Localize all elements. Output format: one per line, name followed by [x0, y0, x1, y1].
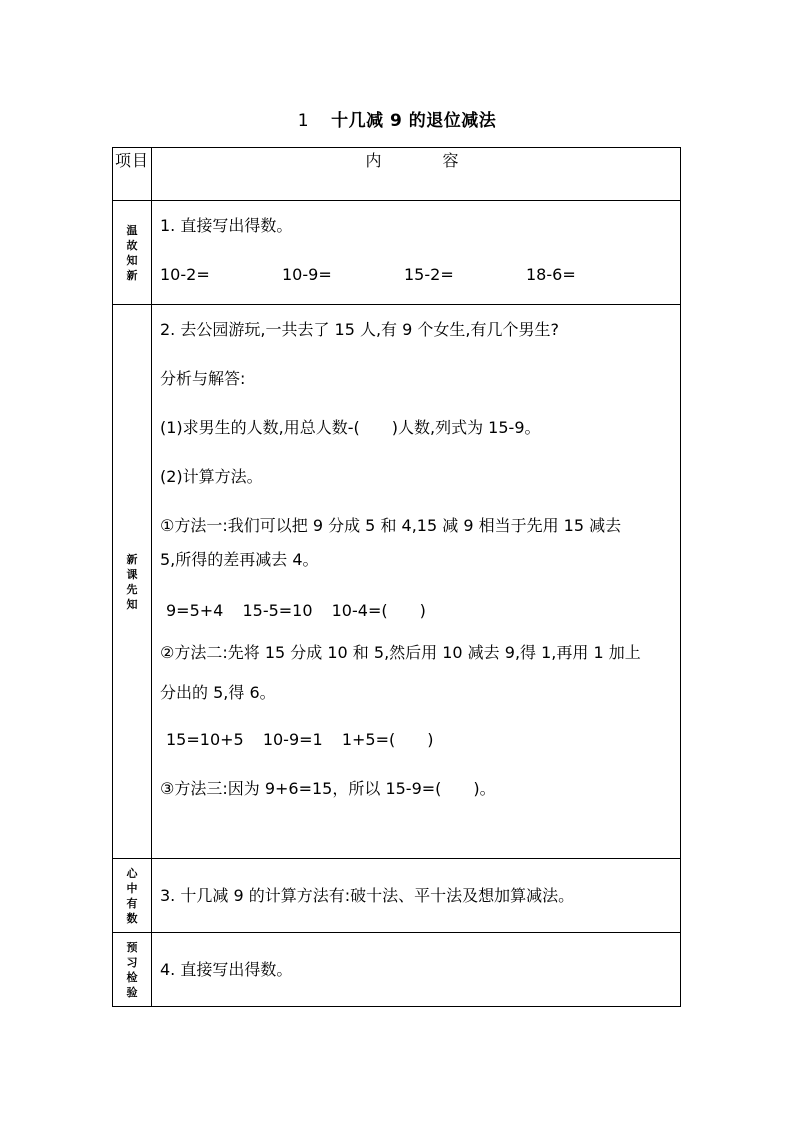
method-2-line-2: 分出的 5,得 6。	[160, 683, 276, 702]
analysis-heading: 分析与解答:	[160, 369, 246, 388]
title-number: 1	[297, 111, 310, 131]
equation: 9=5+4	[166, 601, 224, 620]
label-char: 知	[126, 597, 138, 611]
section-label-wengu	[113, 201, 152, 305]
section-label-yuxi	[113, 933, 152, 1007]
section-content-xinke	[152, 305, 681, 859]
method-1-line-1: ①方法一:我们可以把 9 分成 5 和 4,15 减 9 相当于先用 15 减去	[160, 516, 622, 535]
label-char: 数	[126, 911, 138, 925]
equation: 10-4=( )	[331, 601, 426, 620]
page-title	[0, 106, 794, 131]
method-2-line-1: ②方法二:先将 15 分成 10 和 5,然后用 10 减去 9,得 1,再用 1 加上	[160, 643, 641, 662]
equation: 10-9=1	[262, 730, 323, 749]
question-1: 1. 直接写出得数。	[160, 216, 293, 235]
label-char: 新	[126, 268, 138, 282]
section-yuxi	[113, 933, 681, 1007]
calc-item: 10-9=	[282, 265, 332, 284]
calc-item: 15-2=	[404, 265, 454, 284]
label-char: 检	[126, 970, 138, 984]
label-char: 新	[126, 552, 138, 566]
section-content-xinzhong	[152, 859, 681, 933]
calc-item: 18-6=	[526, 265, 576, 284]
header-row	[113, 148, 681, 201]
section-content-yuxi	[152, 933, 681, 1007]
equation: 15=10+5	[166, 730, 244, 749]
equation: 15-5=10	[242, 601, 313, 620]
analysis-part-2: (2)计算方法。	[160, 467, 263, 486]
label-char: 验	[126, 985, 138, 999]
calc-row	[160, 250, 680, 299]
section-content-wengu	[152, 201, 681, 305]
equation: 1+5=( )	[341, 730, 434, 749]
header-item-label: 项目	[113, 148, 152, 201]
method-2-equations	[160, 715, 680, 764]
label-char: 课	[126, 567, 138, 581]
label-char: 故	[126, 238, 138, 252]
label-char: 先	[126, 582, 138, 596]
section-label-xinke	[113, 305, 152, 859]
label-char: 知	[126, 253, 138, 267]
section-wengu	[113, 201, 681, 305]
question-2: 2. 去公园游玩,一共去了 15 人,有 9 个女生,有几个男生?	[160, 320, 559, 339]
question-3: 3. 十几减 9 的计算方法有:破十法、平十法及想加算减法。	[160, 886, 575, 905]
label-char: 习	[126, 955, 138, 969]
section-xinzhong	[113, 859, 681, 933]
label-char: 温	[126, 223, 138, 237]
label-char: 中	[126, 881, 138, 895]
analysis-part-1: (1)求男生的人数,用总人数-( )人数,列式为 15-9。	[160, 418, 541, 437]
label-char: 预	[126, 940, 138, 954]
lesson-table	[112, 147, 681, 1007]
section-label-xinzhong	[113, 859, 152, 933]
method-1-equations	[160, 586, 680, 635]
label-char: 心	[126, 866, 138, 880]
header-content-label: 内 容	[152, 148, 681, 201]
method-1-line-2: 5,所得的差再减去 4。	[160, 550, 319, 569]
title-text: 十几减 9 的退位减法	[331, 111, 497, 131]
label-char: 有	[126, 896, 138, 910]
calc-item: 10-2=	[160, 265, 210, 284]
method-3: ③方法三:因为 9+6=15，所以 15-9=( )。	[160, 779, 496, 798]
section-xinke	[113, 305, 681, 859]
question-4: 4. 直接写出得数。	[160, 960, 293, 979]
